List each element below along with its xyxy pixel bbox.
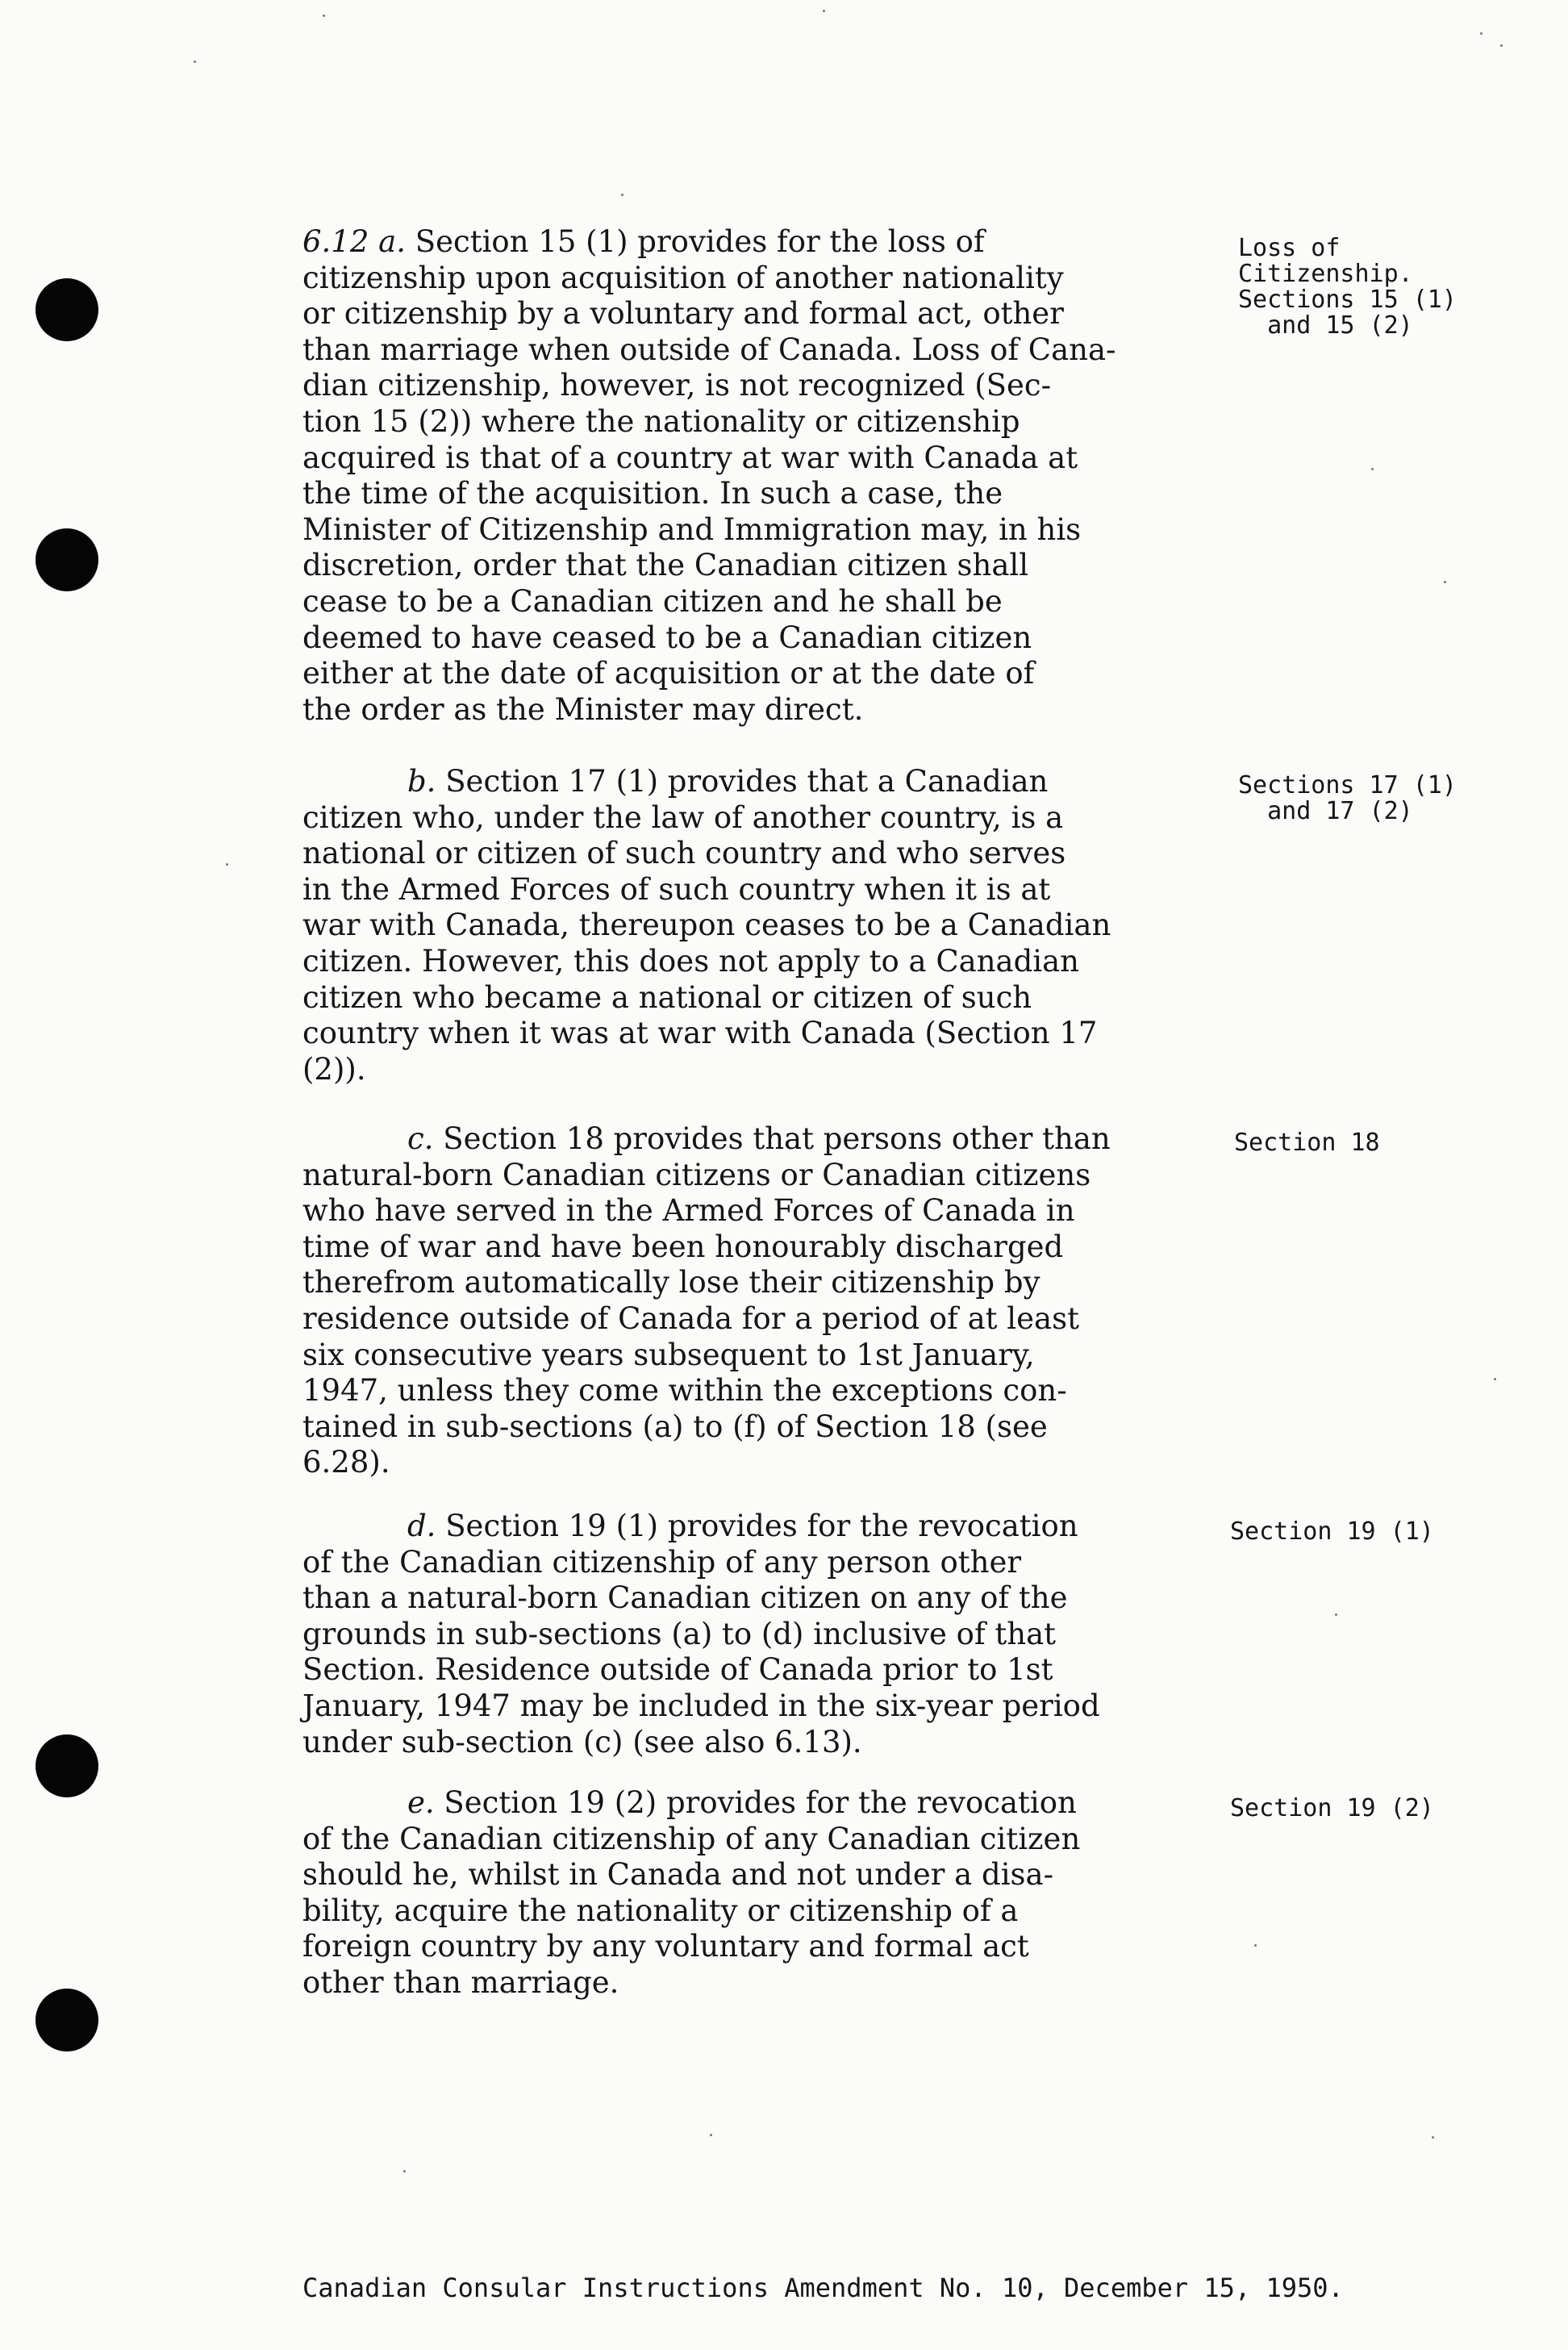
section-number: 6.12 (302, 224, 369, 259)
paragraph-b (302, 764, 1194, 1087)
scan-speck (1335, 1613, 1337, 1616)
paragraph-text: Section 15 (1) provides for the loss of citizenship upon acquisition of another nationality or citizenship by a voluntary and formal act, other than marriage when outside of Canada. Loss of Cana- dian citizenship, however, is not recognized (Sec- tion 15 (2)) where the nationality or citizenship acquired is that of a country at war with Canada at the time of the acquisition. In such a case, the Minister of Citizenship and Immigration may, in his discretion, order that the Canadian citizen shall cease to be a Canadian citizen and he shall be deemed to have ceased to be a Canadian citizen either at the date of acquisition or at the date of the order as the Minister may direct. (302, 224, 1116, 727)
margin-note-section-19-2: Section 19 (2) (1230, 1794, 1434, 1822)
item-letter: e. (407, 1785, 435, 1820)
item-letter: c. (407, 1121, 434, 1156)
paragraph-text: Section 19 (1) provides for the revocation of the Canadian citizenship of any person other than a natural-born Canadian citizen on any of the grounds in sub-sections (a) to (d) inclusive of that Section. Residence outside of Canada prior to 1st January, 1947 may be included in the six-year period under sub-section (c) (see also 6.13). (302, 1509, 1100, 1759)
paragraph-c (302, 1121, 1194, 1481)
scan-speck (823, 10, 825, 12)
margin-note-sections-17: Sections 17 (1) and 17 (2) (1238, 771, 1457, 825)
paragraph-text: Section 18 provides that persons other than natural-born Canadian citizens or Canadian citizens who have served in the Armed Forces of Canada in time of war and have been honourably discharged therefrom automatically lose their citizenship by residence outside of Canada for a period of at least six consecutive years subsequent to 1st January, 1947, unless they come within the exceptions con- tained in sub-sections (a) to (f) of Section 18 (see 6.28). (302, 1121, 1111, 1480)
punch-hole (35, 278, 98, 341)
scan-speck (621, 194, 623, 196)
scan-speck (1444, 581, 1446, 583)
item-letter: d. (407, 1509, 436, 1543)
scan-speck (403, 2170, 406, 2173)
margin-note-loss-of-citizenship: Loss of Citizenship. Sections 15 (1) and 15 (2) (1238, 234, 1457, 340)
margin-note-section-18: Section 18 (1234, 1129, 1380, 1157)
paragraph-d (302, 1509, 1194, 1760)
punch-hole (35, 528, 98, 591)
scan-speck (323, 15, 325, 17)
scan-speck (710, 2134, 712, 2136)
scan-speck (1480, 32, 1483, 35)
scan-speck (1432, 2136, 1434, 2139)
paragraph-text: Section 19 (2) provides for the revocation of the Canadian citizenship of any Canadian citizen should he, whilst in Canada and not under a disa- bility, acquire the nationality or citizenship of a foreign country by any voluntary and formal act other than marriage. (302, 1785, 1081, 2000)
scan-speck (226, 863, 228, 866)
paragraph-6-12-a (302, 224, 1194, 728)
punch-hole (35, 1989, 98, 2052)
scan-speck (1254, 1944, 1257, 1947)
scan-speck (1371, 468, 1374, 470)
scan-speck (1500, 44, 1503, 47)
punch-hole (35, 1734, 98, 1797)
paragraph-text: Section 17 (1) provides that a Canadian citizen who, under the law of another country, is a national or citizen of such country and who serves in the Armed Forces of such country when it is at war with Canada, thereupon ceases to be a Canadian citizen. However, this does not apply to a Canadian citizen who became a national or citizen of such country when it was at war with Canada (Section 17 (2)). (302, 764, 1111, 1087)
item-letter: a. (378, 224, 406, 259)
margin-note-section-19-1: Section 19 (1) (1230, 1517, 1434, 1546)
item-letter: b. (407, 764, 436, 799)
paragraph-e (302, 1785, 1194, 2001)
page-footer: Canadian Consular Instructions Amendment No. 10, December 15, 1950. (302, 2273, 1344, 2303)
scan-speck (1494, 1378, 1496, 1380)
scan-speck (194, 61, 196, 63)
